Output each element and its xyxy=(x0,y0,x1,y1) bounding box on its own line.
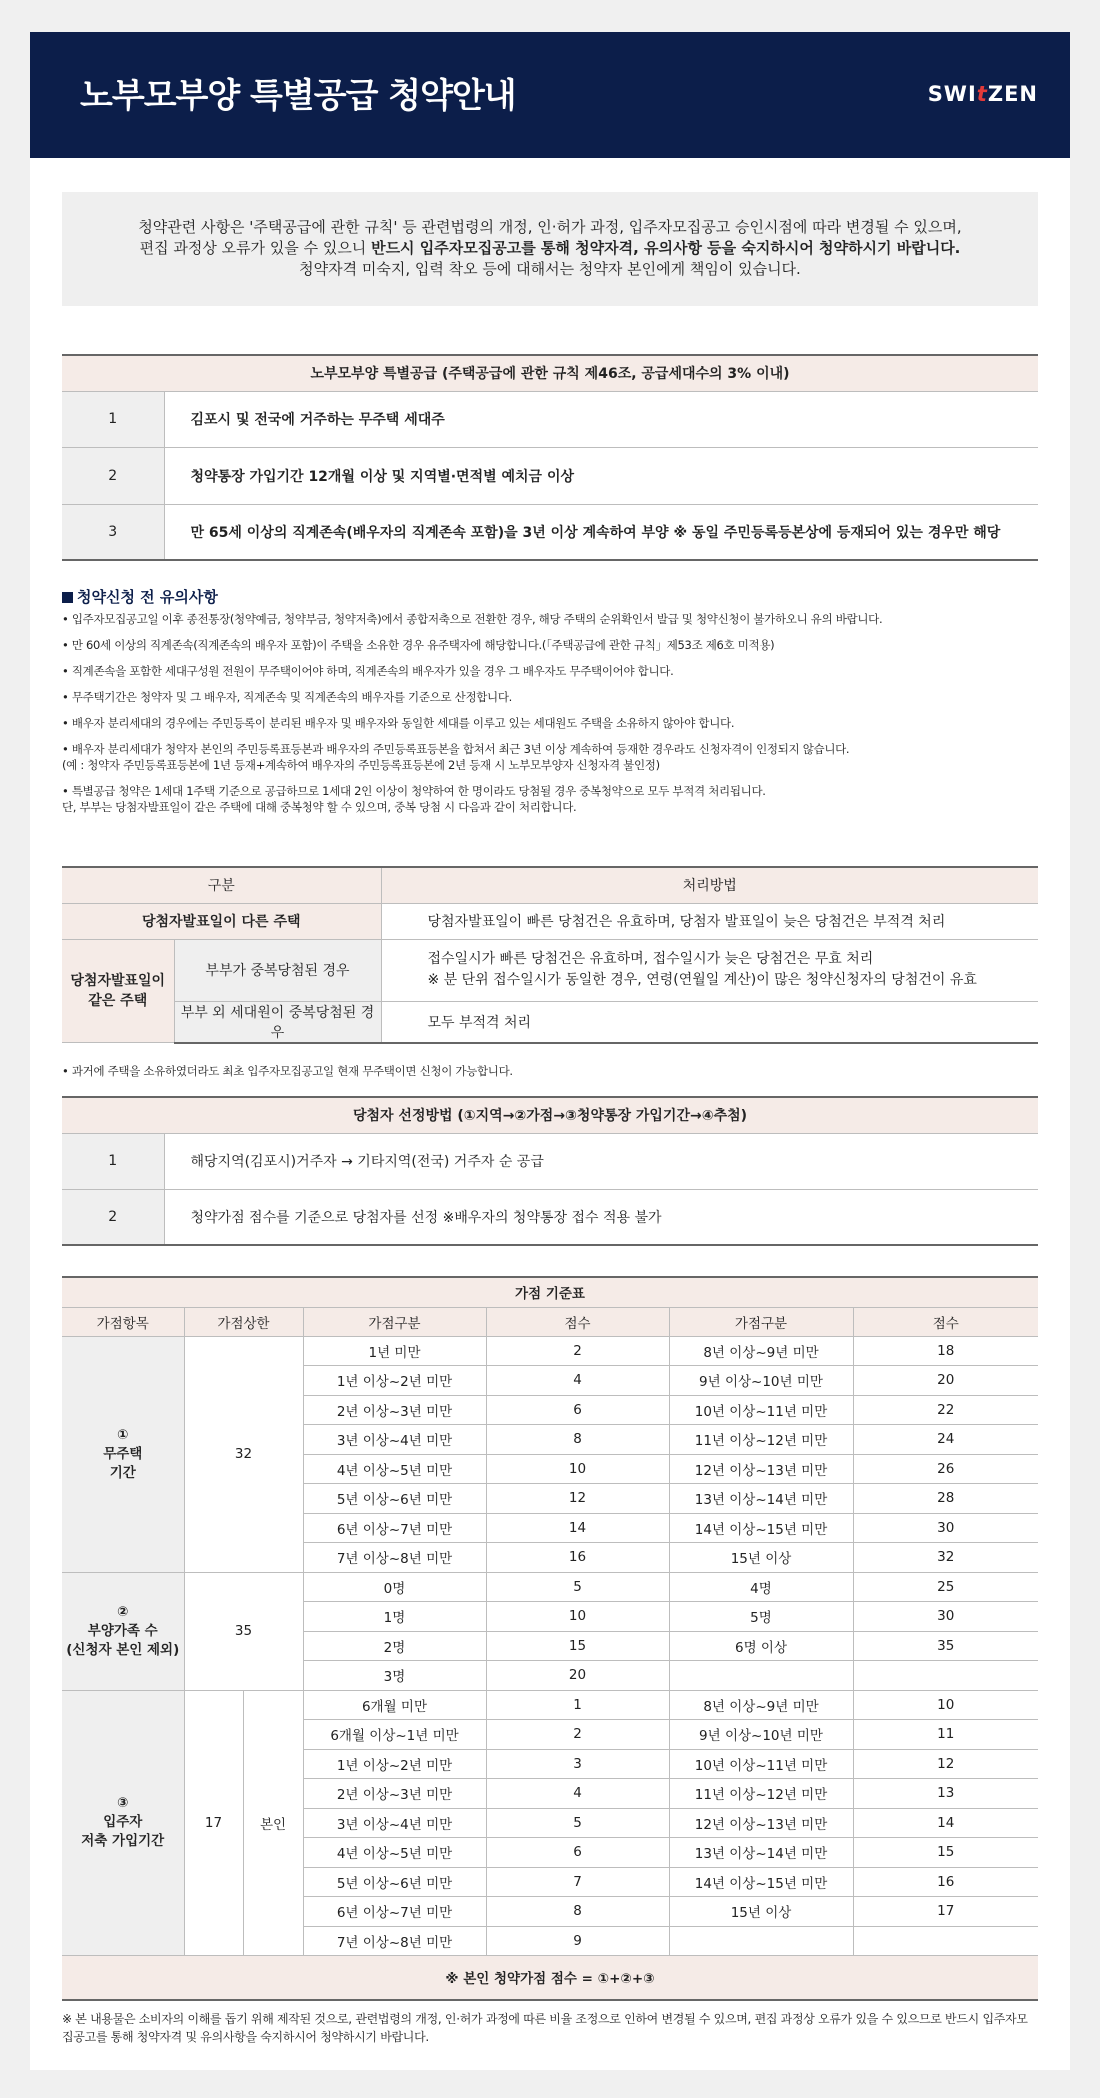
page-header xyxy=(30,32,1070,158)
criteria: 1년 이상~2년 미만 xyxy=(303,1749,486,1779)
score: 14 xyxy=(486,1513,669,1543)
criteria: 8년 이상~9년 미만 xyxy=(669,1690,853,1720)
caution-item: • 무주택기간은 청약자 및 그 배우자, 직계존속 및 직계존속의 배우자를 기준으로 산정합니다. xyxy=(62,690,513,704)
row-label: 당첨자발표일이 다른 주택 xyxy=(62,903,381,939)
criteria: 4년 이상~5년 미만 xyxy=(303,1454,486,1484)
score xyxy=(853,1926,1038,1956)
score: 16 xyxy=(853,1867,1038,1897)
score: 1 xyxy=(486,1690,669,1720)
score: 8 xyxy=(486,1425,669,1455)
score: 22 xyxy=(853,1395,1038,1425)
score: 20 xyxy=(853,1366,1038,1396)
cautions-section xyxy=(62,586,1052,825)
row-text: 청약가점 점수를 기준으로 당첨자를 선정 ※배우자의 청약통장 접수 적용 불가 xyxy=(164,1189,1038,1245)
score: 5 xyxy=(486,1572,669,1602)
criteria: 15년 이상 xyxy=(669,1543,853,1573)
criteria: 6년 이상~7년 미만 xyxy=(303,1897,486,1927)
category-label: ② 부양가족 수 (신청자 본인 제외) xyxy=(62,1572,184,1690)
row-text: 모두 부적격 처리 xyxy=(381,1001,1038,1043)
criteria: 7년 이상~8년 미만 xyxy=(303,1926,486,1956)
column-header: 점수 xyxy=(853,1307,1038,1336)
table-row xyxy=(62,391,1038,447)
score: 2 xyxy=(486,1336,669,1366)
category-label: ③ 입주자 저축 가입기간 xyxy=(62,1690,184,1956)
score: 12 xyxy=(486,1484,669,1514)
criteria: 5년 이상~6년 미만 xyxy=(303,1484,486,1514)
criteria: 14년 이상~15년 미만 xyxy=(669,1867,853,1897)
max-score: 17 xyxy=(184,1690,243,1956)
column-header: 처리방법 xyxy=(381,867,1038,903)
criteria: 1명 xyxy=(303,1602,486,1632)
notice-box xyxy=(62,192,1038,306)
criteria: 0명 xyxy=(303,1572,486,1602)
criteria: 7년 이상~8년 미만 xyxy=(303,1543,486,1573)
score: 4 xyxy=(486,1366,669,1396)
score: 9 xyxy=(486,1926,669,1956)
column-header: 점수 xyxy=(486,1307,669,1336)
criteria: 9년 이상~10년 미만 xyxy=(669,1366,853,1396)
score: 10 xyxy=(486,1454,669,1484)
notice-line-3: 청약자격 미숙지, 입력 착오 등에 대해서는 청약자 본인에게 책임이 있습니다. xyxy=(299,260,801,278)
score: 17 xyxy=(853,1897,1038,1927)
score: 26 xyxy=(853,1454,1038,1484)
table-row xyxy=(62,1001,1038,1043)
score: 7 xyxy=(486,1867,669,1897)
table-row xyxy=(62,504,1038,560)
criteria: 2년 이상~3년 미만 xyxy=(303,1395,486,1425)
row-number: 1 xyxy=(62,1133,164,1189)
row-text: 김포시 및 전국에 거주하는 무주택 세대주 xyxy=(164,391,1038,447)
criteria: 12년 이상~13년 미만 xyxy=(669,1454,853,1484)
score: 30 xyxy=(853,1513,1038,1543)
score: 12 xyxy=(853,1749,1038,1779)
page-card xyxy=(30,32,1070,2070)
group-label: 당첨자발표일이 같은 주택 xyxy=(62,939,174,1043)
score: 24 xyxy=(853,1425,1038,1455)
criteria: 3년 이상~4년 미만 xyxy=(303,1808,486,1838)
score: 2 xyxy=(486,1720,669,1750)
scoring-table xyxy=(62,1276,1038,2001)
score: 14 xyxy=(853,1808,1038,1838)
score: 8 xyxy=(486,1897,669,1927)
column-header: 가점구분 xyxy=(669,1307,853,1336)
criteria: 14년 이상~15년 미만 xyxy=(669,1513,853,1543)
table-row xyxy=(62,903,1038,939)
table-row xyxy=(62,1690,1038,1720)
column-header: 구분 xyxy=(62,867,381,903)
row-number: 2 xyxy=(62,1189,164,1245)
criteria: 10년 이상~11년 미만 xyxy=(669,1395,853,1425)
score: 15 xyxy=(853,1838,1038,1868)
criteria: 6명 이상 xyxy=(669,1631,853,1661)
score: 11 xyxy=(853,1720,1038,1750)
criteria: 13년 이상~14년 미만 xyxy=(669,1484,853,1514)
criteria: 15년 이상 xyxy=(669,1897,853,1927)
score: 13 xyxy=(853,1779,1038,1809)
eligibility-title: 노부모부양 특별공급 (주택공급에 관한 규칙 제46조, 공급세대수의 3% 이내) xyxy=(62,355,1038,391)
caution-item: • 만 60세 이상의 직계존속(직계존속의 배우자 포함)이 주택을 소유한 경우 유주택자에 해당합니다.(「주택공급에 관한 규칙」제53조 제6호 미적용) xyxy=(62,638,775,652)
row-text: 해당지역(김포시)거주자 → 기타지역(전국) 거주자 순 공급 xyxy=(164,1133,1038,1189)
criteria: 6개월 이상~1년 미만 xyxy=(303,1720,486,1750)
category-label: ① 무주택 기간 xyxy=(62,1336,184,1572)
criteria: 2명 xyxy=(303,1631,486,1661)
row-number: 2 xyxy=(62,447,164,504)
notice-line-2: 편집 과정상 오류가 있을 수 있으니 반드시 입주자모집공고를 통해 청약자격, 유의사항 등을 숙지하시어 청약하시기 바랍니다. xyxy=(139,239,961,257)
table-row xyxy=(62,939,1038,1001)
score: 32 xyxy=(853,1543,1038,1573)
criteria: 11년 이상~12년 미만 xyxy=(669,1425,853,1455)
scoring-title: 가점 기준표 xyxy=(62,1277,1038,1307)
score: 6 xyxy=(486,1838,669,1868)
footnote: ※ 본 내용물은 소비자의 이해를 돕기 위해 제작된 것으로, 관련법령의 개정, 인·허가 과정에 따른 비율 조정으로 인하여 변경될 수 있으며, 편집 과정상 오류가 있을 수 있으므로 반드시 입주자모집공고를 통해 청약자격 및 유의사항을 숙지하시어 청약하시기 바랍니다. xyxy=(62,2012,1028,2044)
caution-item: • 배우자 분리세대의 경우에는 주민등록이 분리된 배우자 및 배우자와 동일한 세대를 이루고 있는 세대원도 주택을 소유하지 않아야 합니다. xyxy=(62,716,735,730)
table-row xyxy=(62,1189,1038,1245)
score: 15 xyxy=(486,1631,669,1661)
score xyxy=(853,1661,1038,1691)
criteria: 8년 이상~9년 미만 xyxy=(669,1336,853,1366)
criteria: 3명 xyxy=(303,1661,486,1691)
row-label: 부부가 중복당첨된 경우 xyxy=(174,939,381,1001)
duplicate-table xyxy=(62,866,1038,1044)
score: 10 xyxy=(486,1602,669,1632)
score: 18 xyxy=(853,1336,1038,1366)
score: 20 xyxy=(486,1661,669,1691)
table-row xyxy=(62,1572,1038,1602)
score: 16 xyxy=(486,1543,669,1573)
score: 5 xyxy=(486,1808,669,1838)
criteria: 12년 이상~13년 미만 xyxy=(669,1808,853,1838)
scoring-total: ※ 본인 청약가점 점수 = ①+②+③ xyxy=(62,1956,1038,2000)
table-row xyxy=(62,1133,1038,1189)
score: 28 xyxy=(853,1484,1038,1514)
selection-title: 당첨자 선정방법 (①지역→②가점→③청약통장 가입기간→④추첨) xyxy=(62,1097,1038,1133)
criteria: 10년 이상~11년 미만 xyxy=(669,1749,853,1779)
score: 30 xyxy=(853,1602,1038,1632)
row-label: 부부 외 세대원이 중복당첨된 경우 xyxy=(174,1001,381,1043)
row-text: 당첨자발표일이 빠른 당첨건은 유효하며, 당첨자 발표일이 늦은 당첨건은 부적격 처리 xyxy=(381,903,1038,939)
caution-item: • 특별공급 청약은 1세대 1주택 기준으로 공급하므로 1세대 2인 이상이 청약하여 한 명이라도 당첨될 경우 중복청약으로 모두 부적격 처리됩니다. 단, 부부는 당첨자발표일이 같은 주택에 대해 중복청약 할 수 있으며, 중복 당첨 시 다음과 같이 처리합니다. xyxy=(62,784,766,814)
sub-category: 본인 xyxy=(243,1690,303,1956)
criteria: 6년 이상~7년 미만 xyxy=(303,1513,486,1543)
score: 25 xyxy=(853,1572,1038,1602)
column-header: 가점구분 xyxy=(303,1307,486,1336)
eligibility-table xyxy=(62,354,1038,561)
table-row xyxy=(62,1336,1038,1366)
criteria: 1년 미만 xyxy=(303,1336,486,1366)
caution-item: • 직계존속을 포함한 세대구성원 전원이 무주택이어야 하며, 직계존속의 배우자가 있을 경우 그 배우자도 무주택이어야 합니다. xyxy=(62,664,674,678)
max-score: 35 xyxy=(184,1572,303,1690)
column-header: 가점항목 xyxy=(62,1307,184,1336)
row-text: 만 65세 이상의 직계존속(배우자의 직계존속 포함)을 3년 이상 계속하여 부양 ※ 동일 주민등록등본상에 등재되어 있는 경우만 해당 xyxy=(164,504,1038,560)
row-number: 3 xyxy=(62,504,164,560)
max-score: 32 xyxy=(184,1336,303,1572)
criteria: 5명 xyxy=(669,1602,853,1632)
criteria: 6개월 미만 xyxy=(303,1690,486,1720)
criteria: 2년 이상~3년 미만 xyxy=(303,1779,486,1809)
caution-item: • 입주자모집공고일 이후 종전통장(청약예금, 청약부금, 청약저축)에서 종합저축으로 전환한 경우, 해당 주택의 순위확인서 발급 및 청약신청이 불가하오니 유의 바랍니다. xyxy=(62,612,883,626)
notice-line-1: 청약관련 사항은 '주택공급에 관한 규칙' 등 관련법령의 개정, 인·허가 과정, 입주자모집공고 승인시점에 따라 변경될 수 있으며, xyxy=(138,218,962,236)
duplicate-note: • 과거에 주택을 소유하였더라도 최초 입주자모집공고일 현재 무주택이면 신청이 가능합니다. xyxy=(62,1064,513,1078)
selection-table xyxy=(62,1096,1038,1246)
criteria: 4명 xyxy=(669,1572,853,1602)
criteria: 4년 이상~5년 미만 xyxy=(303,1838,486,1868)
score: 6 xyxy=(486,1395,669,1425)
square-bullet-icon xyxy=(62,592,73,603)
score: 10 xyxy=(853,1690,1038,1720)
criteria: 3년 이상~4년 미만 xyxy=(303,1425,486,1455)
criteria: 13년 이상~14년 미만 xyxy=(669,1838,853,1868)
column-header: 가점상한 xyxy=(184,1307,303,1336)
table-row xyxy=(62,447,1038,504)
cautions-heading: 청약신청 전 유의사항 xyxy=(62,586,1052,607)
score: 35 xyxy=(853,1631,1038,1661)
brand-logo: SWItZEN xyxy=(927,82,1038,106)
row-text: 접수일시가 빠른 당첨건은 유효하며, 접수일시가 늦은 당첨건은 무효 처리 ※ 분 단위 접수일시가 동일한 경우, 연령(연월일 계산)이 많은 청약신청자의 당첨건이 유효 xyxy=(381,939,1038,1001)
criteria xyxy=(669,1926,853,1956)
criteria: 11년 이상~12년 미만 xyxy=(669,1779,853,1809)
row-number: 1 xyxy=(62,391,164,447)
criteria: 5년 이상~6년 미만 xyxy=(303,1867,486,1897)
criteria: 1년 이상~2년 미만 xyxy=(303,1366,486,1396)
criteria: 9년 이상~10년 미만 xyxy=(669,1720,853,1750)
criteria xyxy=(669,1661,853,1691)
score: 3 xyxy=(486,1749,669,1779)
page-title: 노부모부양 특별공급 청약안내 xyxy=(80,76,516,116)
caution-item: • 배우자 분리세대가 청약자 본인의 주민등록표등본과 배우자의 주민등록표등본을 합쳐서 최근 3년 이상 계속하여 등재한 경우라도 신청자격이 인정되지 않습니다. (예 : 청약자 주민등록표등본에 1년 등재+계속하여 배우자의 주민등록표등본에 2년 등재 시 노부모부양자 신청자격 불인정) xyxy=(62,742,850,772)
score: 4 xyxy=(486,1779,669,1809)
row-text: 청약통장 가입기간 12개월 이상 및 지역별·면적별 예치금 이상 xyxy=(164,447,1038,504)
